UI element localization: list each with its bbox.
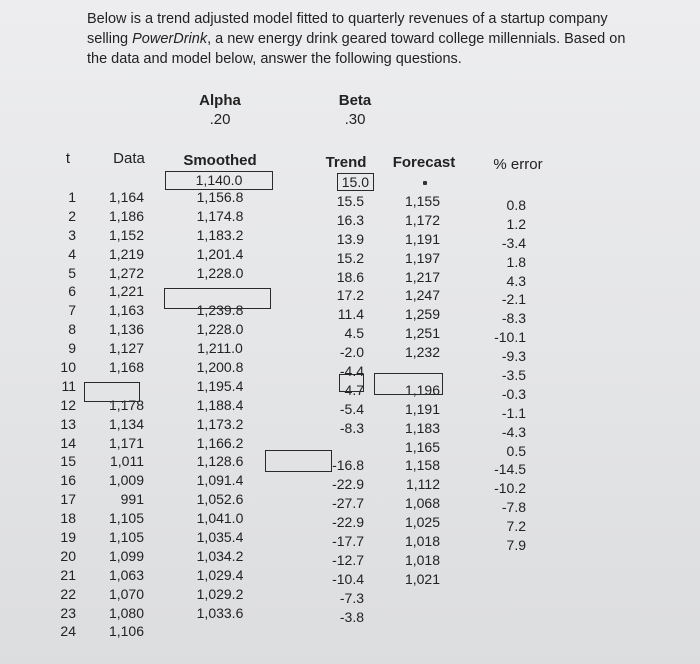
trend-cell: 15.5 [336,193,364,209]
trend-cell: -16.8 [332,457,364,474]
forecast-cell: 1,172 [404,211,440,228]
forecast-cell [388,589,440,608]
smoothed-cell: 1,201.4 [196,245,244,262]
trend-cell: -5.4 [339,400,364,417]
error-cell: 1.8 [506,253,526,270]
t-cell: 9 [68,340,76,357]
forecast-cell: 1,155 [404,193,440,209]
t-cell: 12 [60,396,76,413]
error-cell: -9.3 [501,348,526,365]
smoothed-cell: 1,174.8 [196,207,244,224]
trend-cell: 18.6 [336,268,364,285]
error-cell: -3.5 [501,367,526,384]
smoothed-cell: 1,188.4 [196,396,244,413]
instructions-line-2 [87,29,687,49]
forecast-cell: 1,191 [404,230,440,247]
data-cell: 1,105 [108,529,144,546]
forecast-cell: 1,165 [404,438,440,455]
error-cell: 0.8 [506,197,526,213]
forecast-cell: 1,251 [404,325,440,342]
smoothed-cell [172,622,268,641]
data-cell: 1,070 [108,585,144,602]
trend-cell: 13.9 [336,230,364,247]
forecast-cell [388,626,440,645]
smoothed-cell: 1,041.0 [196,510,244,527]
forecast-cell: 1,247 [404,287,440,304]
smoothed-cell: 1,183.2 [196,226,244,243]
initial-trend-cell [337,173,369,192]
initial-trend-value: 15.0 [341,174,369,190]
trend-cell: -27.7 [332,495,364,512]
alpha-label: Alpha [199,92,241,109]
forecast-cell: 1,158 [404,457,440,474]
forecast-cell: 1,259 [404,306,440,323]
trend-cell: -4.4 [339,363,364,380]
trend-cell: 4.5 [344,325,364,342]
smoothed-cell: 1,156.8 [196,189,244,205]
data-cell: 1,099 [108,547,144,564]
forecast-cell: 1,018 [404,551,440,568]
smoothed-cell: 1,211.0 [197,340,243,357]
header-percent-error: % error [493,156,543,173]
t-column [50,188,76,641]
forecast-cell: 1,112 [406,476,440,493]
line2-suffix: , a new energy drink geared toward college millennials. Based on [207,31,626,47]
header-trend: Trend [325,154,367,171]
header-forecast: Forecast [392,154,456,171]
data-cell: 1,105 [108,510,144,527]
error-cell: 7.2 [506,518,526,535]
data-column [96,188,144,641]
forecast-cell: 1,025 [404,514,440,531]
trend-cell: -3.8 [339,608,364,625]
error-cell [478,555,526,574]
data-cell: 1,178 [108,396,144,413]
beta-label: Beta [338,92,372,109]
data-cell: 1,106 [108,623,144,640]
t-cell: 3 [68,226,76,243]
data-cell: 1,136 [108,321,144,338]
data-cell: 1,134 [108,415,144,432]
t-cell: 15 [60,453,76,470]
t-cell: 1 [68,189,76,205]
smoothed-cell: 1,228.0 [196,264,244,281]
error-cell [478,630,526,649]
smoothed-cell: 1,166.2 [196,434,244,451]
smoothed-cell: 1,033.6 [196,604,244,621]
t-cell: 19 [60,529,76,546]
t-cell: 10 [60,359,76,376]
error-cell: -10.2 [494,480,526,497]
error-cell [478,612,526,631]
trend-cell: -10.4 [332,570,364,587]
data-cell: 1,163 [108,302,144,319]
smoothed-cell: 1,173.2 [196,415,244,432]
data-cell: 1,186 [108,207,144,224]
error-cell: -14.5 [494,461,526,478]
data-cell: 1,127 [108,340,144,357]
t-cell: 24 [60,623,76,640]
forecast-marker-dot [423,181,427,185]
t-cell: 20 [60,547,76,564]
forecast-cell: 1,196 [404,381,440,398]
t-cell: 2 [68,207,76,224]
smoothed-cell: 1,239.8 [196,302,244,319]
smoothed-cell: 1,034.2 [196,547,244,564]
trend-cell: -8.3 [339,419,364,436]
product-name: PowerDrink [132,31,208,47]
data-cell: 1,272 [108,264,144,281]
error-cell: -8.3 [501,310,526,327]
smoothed-cell: 1,029.2 [196,585,244,602]
smoothed-cell: 1,228.0 [196,321,244,338]
t-cell: 21 [60,566,76,583]
t-cell: 14 [60,434,76,451]
trend-cell: -22.9 [332,514,364,531]
trend-cell: 16.3 [336,211,364,228]
blank-data-t11-box[interactable] [84,382,140,402]
error-cell: -4.3 [501,423,526,440]
instructions-text [87,9,687,69]
t-cell: 23 [60,604,76,621]
forecast-cell: 1,197 [404,249,440,266]
forecast-cell: 1,217 [404,268,440,285]
blank-smoothed-t6-box[interactable] [164,288,271,309]
data-cell: 1,164 [108,189,144,205]
trend-cell: -4.7 [339,381,364,398]
beta-value: .30 [344,111,366,128]
error-cell: -2.1 [501,291,526,308]
error-cell: -3.4 [501,234,526,251]
t-cell: 17 [60,491,76,508]
trend-cell: -22.9 [332,476,364,493]
smoothed-cell: 1,195.4 [196,377,244,394]
error-cell: 7.9 [506,537,526,554]
t-cell: 16 [60,472,76,489]
data-cell: 1,168 [108,359,144,376]
header-data: Data [113,150,145,167]
forecast-column [388,192,440,645]
initial-smoothed-value: 1,140.0 [195,172,243,188]
forecast-cell: 1,021 [404,570,440,587]
error-column [478,196,526,649]
t-cell: 5 [68,264,76,281]
smoothed-column [172,188,268,641]
t-cell: 18 [60,510,76,527]
trend-cell: -2.0 [339,344,364,361]
data-cell: 1,221 [108,283,144,300]
error-cell [478,574,526,593]
forecast-cell: 1,018 [404,533,440,550]
blank-trend-t14-box[interactable] [265,450,332,472]
data-cell: 1,011 [110,453,144,470]
t-cell: 6 [68,283,76,300]
error-cell: -0.3 [501,385,526,402]
forecast-cell [388,608,440,627]
trend-column [316,192,364,645]
data-cell: 1,152 [108,226,144,243]
header-t: t [65,150,71,167]
forecast-cell: 1,232 [404,344,440,361]
forecast-cell: 1,068 [404,495,440,512]
t-cell: 11 [61,377,76,394]
error-cell: -1.1 [501,404,526,421]
smoothed-cell: 1,029.4 [196,566,244,583]
trend-cell: -17.7 [332,533,364,550]
instructions-line-3: the data and model below, answer the following questions. [87,51,462,67]
forecast-cell: 1,191 [404,400,440,417]
trend-cell [316,626,364,645]
error-cell: -10.1 [494,329,526,346]
data-cell: 991 [120,491,144,508]
line2-prefix: selling [87,31,133,47]
blank-forecast-t10-box[interactable] [374,373,443,395]
forecast-cell: 1,183 [404,419,440,436]
header-smoothed: Smoothed [183,152,257,169]
t-cell: 8 [68,321,76,338]
data-cell: 1,080 [108,604,144,621]
trend-t10-box [339,374,364,392]
smoothed-cell: 1,091.4 [196,472,244,489]
error-cell: 1.2 [506,215,526,232]
trend-cell: 17.2 [336,287,364,304]
error-cell: 0.5 [506,442,526,459]
smoothed-cell: 1,128.6 [196,453,244,470]
t-cell: 7 [68,302,76,319]
data-cell: 1,009 [108,472,144,489]
error-cell: -7.8 [501,499,526,516]
instructions-line-1: Below is a trend adjusted model fitted to quarterly revenues of a startup company [87,11,608,27]
smoothed-cell: 1,035.4 [196,529,244,546]
error-cell [478,593,526,612]
alpha-value: .20 [209,111,231,128]
trend-cell: -7.3 [339,589,364,606]
t-cell: 4 [68,245,76,262]
data-cell: 1,219 [108,245,144,262]
trend-cell: -12.7 [332,551,364,568]
t-cell: 13 [60,415,76,432]
t-cell: 22 [60,585,76,602]
data-cell: 1,063 [108,566,144,583]
smoothed-cell: 1,200.8 [196,359,244,376]
smoothed-cell: 1,052.6 [196,491,244,508]
trend-cell: 15.2 [336,249,364,266]
error-cell: 4.3 [506,272,526,289]
data-cell: 1,171 [108,434,144,451]
trend-cell: 11.4 [337,306,364,323]
